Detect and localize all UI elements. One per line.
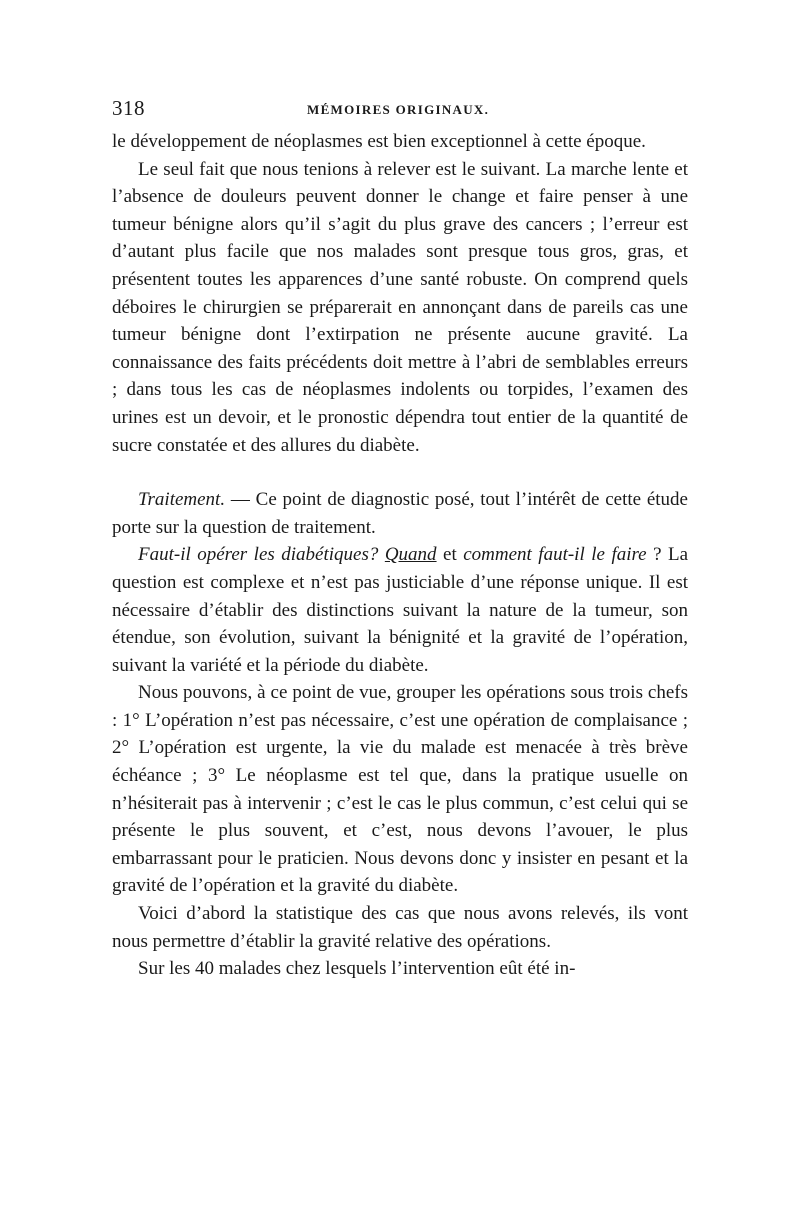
book-page — [112, 96, 688, 983]
paragraph-diagnosis: Le seul fait que nous tenions à relever est le suivant. La marche lente et l’absence de douleurs peuvent donner le change et faire penser à une tumeur bénigne alors qu’il s’agit du plus grave des cancers ; l’erreur est d’autant plus facile que nos malades sont presque tous gros, gras, et présentent toutes les apparences d’une santé robuste. On comprend quels déboires le chirurgien se préparerait en annonçant dans de pareils cas une tumeur bénigne dont l’extirpation ne présente aucune gravité. La connaissance des faits précédents doit mettre à l’abri de semblables erreurs ; dans tous les cas de néoplasmes indolents ou torpides, l’examen des urines est un devoir, et le pronostic dépendra tout entier de la quantité de sucre constatée et des allures du diabète. — [112, 158, 688, 456]
running-title: MÉMOIRES ORIGINAUX. — [307, 102, 490, 117]
question-1: Faut-il opérer les diabétiques? — [138, 544, 379, 566]
paragraph-final: Sur les 40 malades chez lesquels l’intervention eût été in- — [138, 958, 576, 980]
questions-text: ? La question est complexe et n’est pas justiciable d’une réponse unique. Il est nécessaire d’établir des distinctions suivant la nature de la tumeur, son étendue, son évolution, suivant la bénignité et la gravité de l’opération, suivant la variété et la période du diabète. — [112, 544, 689, 676]
question-must: faut-il — [538, 544, 585, 566]
paragraph-treatment — [112, 486, 688, 541]
question-when: Quand — [384, 544, 437, 566]
body-text — [112, 128, 688, 983]
paragraph-questions — [112, 541, 688, 679]
question-how: comment — [463, 544, 532, 566]
question-do: faire — [611, 544, 647, 566]
em-dash: — — [225, 489, 256, 511]
running-head — [112, 96, 688, 126]
question-and: et — [436, 544, 464, 566]
question-it: le — [591, 544, 605, 566]
section-label: Traitement. — [138, 489, 226, 511]
paragraph-continuation: le développement de néoplasmes est bien exceptionnel à cette époque. — [112, 131, 646, 152]
treatment-text: Ce point de diagnostic posé, tout l’intérêt de cette étude porte sur la question de traitement. — [112, 489, 688, 538]
paragraph-statistics: Voici d’abord la statistique des cas que nous avons relevés, ils vont nous permettre d’établir la gravité relative des opérations. — [112, 903, 688, 952]
section-gap — [112, 459, 688, 486]
page-number: 318 — [112, 96, 145, 120]
paragraph-groups: Nous pouvons, à ce point de vue, grouper les opérations sous trois chefs : 1° L’opération n’est pas nécessaire, c’est une opération de complaisance ; 2° L’opération est urgente, la vie du malade est menacée à très brève échéance ; 3° Le néoplasme est tel que, dans la pratique usuelle on n’hésiterait pas à intervenir ; c’est le cas le plus commun, c’est celui qui se présente le plus souvent, et c’est, nous devons l’avouer, le plus embarrassant pour le praticien. Nous devons donc y insister en pesant et la gravité de l’opération et la gravité du diabète. — [112, 682, 688, 897]
